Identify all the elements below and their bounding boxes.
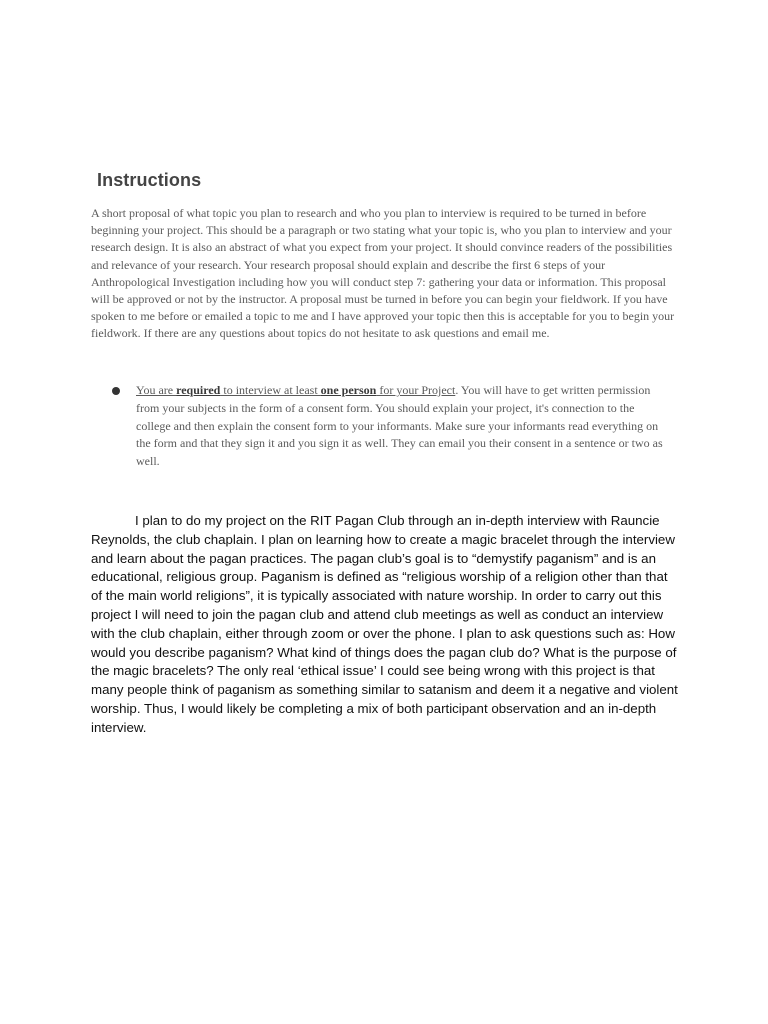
page-heading: Instructions [97, 170, 202, 190]
bullet-text-one-person: one person [320, 383, 377, 397]
bullet-text-rest: . You will have to get written permission from your subjects in the form of a consent form. You should explain your project, it's connection to the college and then explain the consent form to your informants. Make sure your informants read everything on the form and that they sign it and you sign it as well. They can email you their consent in a sentence or two as well. [136, 383, 663, 469]
bullet-text-required: required [176, 383, 221, 397]
proposal-paragraph: I plan to do my project on the RIT Pagan Club through an in-depth interview with Rauncie Reynolds, the club chaplain. I plan on learning how to create a magic bracelet through the interview and learn about the pagan practices. The pagan club’s goal is to “demystify paganism” and is an educational, religious group. Paganism is defined as “religious worship of a religion other than that of the main world religions”, it is typically associated with nature worship. In order to carry out this project I will need to join the pagan club and attend club meetings as well as conduct an interview with the club chaplain, either through zoom or over the phone. I plan to ask questions such as: How would you describe paganism? What kind of things does the pagan club do? What is the purpose of the magic bracelets? The only real ‘ethical issue’ I could see being wrong with this project is that many people think of paganism as something similar to satanism and deem it a negative and violent worship. Thus, I would likely be completing a mix of both participant observation and an in-depth interview. [91, 513, 678, 735]
bullet-text-part3: to interview at least [220, 383, 321, 397]
instructions-paragraph: A short proposal of what topic you plan to research and who you plan to interview is required to be turned in before beginning your project. This should be a paragraph or two stating what your topic is, who you plan to interview and your research design. It is also an abstract of what you expect from your project. It should convince readers of the possibilities and relevance of your research. Your research proposal should explain and describe the first 6 steps of your Anthropological Investigation including how you will conduct step 7: gathering your data or information. This proposal will be approved or not by the instructor. A proposal must be turned in before you can begin your fieldwork. If you have spoken to me before or emailed a topic to me and I have approved your topic then this is acceptable for you to begin your fieldwork. If there are any questions about topics do not hesitate to ask questions and email me. [91, 206, 675, 341]
bullet-text [136, 382, 668, 471]
bullet-text-part1: You are [136, 383, 177, 397]
bullet-text-part5: for your Project [376, 383, 456, 397]
bullet-dot-icon [112, 387, 120, 395]
